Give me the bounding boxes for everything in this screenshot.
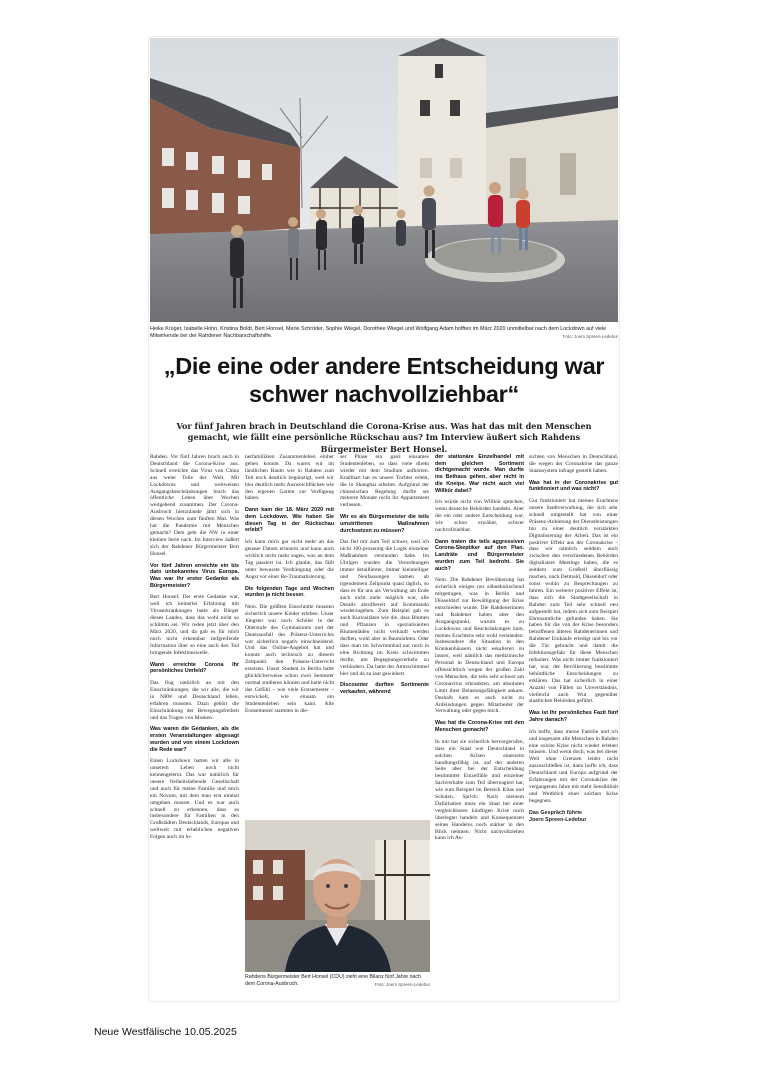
mayor-portrait-photo: [245, 820, 430, 972]
article-subhead: Vor fünf Jahren brach in Deutschland die Corona-Krise aus. Was hat das mit den Menschen gemacht, wie fällt eine persönliche Rückschau aus? Im Interview äußert sich Rahdens Bürgermeister Bert Honsel.: [176, 421, 592, 454]
interview-question: der stationäre Einzelhandel mit dem gleichen Sortiment dichtgemacht wurde. Man durfte ins Bethaus gehen, aber nicht in die Kneipe. War nicht auch viel Willkür dabei?: [435, 454, 524, 494]
paragraph: Ich hoffe, dass meine Familie und ich und insgesamt alle Menschen in Rahden eine solche Krise nicht wieder erleben müssen. Und wenn doch, was bei dieser Welt ohne Grenzen leider nicht auszuschließen ist, dann hoffe ich, dass Deutschland und Europa aufgrund der Erfahrungen mit der Coronakrise der vergangenen Jahre mit mehr Sensibilität und Weitblick einer solchen Krise begegnen.: [529, 728, 618, 804]
photo-credit: Foto: Joern Spreen-Ledebur: [562, 334, 618, 340]
portrait-caption: [245, 974, 430, 988]
paragraph: Nein. Die größten Einschnitte mussten sicherlich unsere Kinder erleben. Unser Jüngster war noch Schüler in der Oberstufe des Gymnasiums und der Dauerausfall des Präsenz-Unterrichts war sicherlich negativ einschneidend. Und das Online-Angebot hat und konnte auch technisch zu diesem Zeitpunkt den Präsenz-Unterricht ersetzen. Unser Student in Berlin hatte glücklicherweise schon zwei Semester normal studieren können und hatte nicht das Gefühl – wie viele Erstsemester – entwickelt, wie einsam ein Studentenleben sein kann. Alle Erstsemester starteten in die-: [245, 604, 334, 714]
paragraph: sichten von Menschen in Deutschland, die wegen der Coronakrise das ganze Staatssystem infrage gestellt haben.: [529, 454, 618, 474]
portrait-credit: Foto: Joern Spreen-Ledebur: [374, 982, 430, 987]
paragraph: Rahden. Vor fünf Jahren brach auch in Deutschland die Corona-Krise aus. Schnell erreichte das Virus von China aus weite Teile der Welt. Mit Lockdowns und weitweisen Ausgangsbeschränkungen brach das öffentliche Leben über Wochen weitgehend zusammen. Der Corona-Ausbruch hierzulande jährt sich in diesen Wochen zum fünften Mal. Was hat die Pandemie mit Menschen gemacht? Dem geht die NW in einer kleinen Serie nach. Im Interview äußert sich der Rahdener Bürgermeister Bert Honsel.: [150, 454, 239, 557]
paragraph: Ich würde nicht von Willkür sprechen, wenn deutsche Behörden handeln. Aber die ein oder andere Entscheidung war, wie schon erwähnt, schwer nachvollziehbar.: [435, 499, 524, 533]
byline: Joern Spreen-Ledebur: [529, 816, 587, 823]
town-square-photo: [150, 38, 618, 322]
interview-question: Vor fünf Jahren erreichte ein bis dato unbekanntes Virus Europa. Was war Ihr erster Gedanke als Bürgermeister?: [150, 562, 239, 589]
portrait-caption-text: Rahdens Bürgermeister Bert Honsel (CDU) zieht eine Bilanz fünf Jahre nach dem Corona-Ausbruch.: [245, 974, 421, 987]
paragraph: Das fing natürlich an mit den Einschränkungen, die wir alle, die wir in NRW und Deutschland leben, erfahren mussten. Dazu gehört die Einschränkung der Bewegungsfreiheit und das Tragen von Masken.: [150, 679, 239, 721]
article-headline: „Die eine oder andere Entscheidung war schwer nachvollziehbar“: [163, 353, 605, 407]
column-2: [245, 454, 334, 816]
paragraph: In mir hat sie sicherlich hervorgerufen, dass ein Staat wie Deutschland in solchen Krisen einerseits handlungsfähig ist, auf der anderen Seite aber bei der Entscheidung bestimmter Einzelfälle und einzelner Sachverhalte zum Teil überreagiert hat, wie zum Beispiel im Bereich Kitas und Schulen. Sprich: Nach meinem Dafürhalten muss ein Staat bei einer vergleichbaren künftigen Krise noch überlegter handeln und Konsequenzen seines Handelns noch stärker in den Blick nehmen. Nicht nachvollziehen kann ich An-: [435, 738, 524, 842]
column-1: [150, 454, 239, 994]
paragraph: ser Phase ein ganz einsames Studentenleben, so dass viele direkt wieder mit dem Studium aufhörten. Knallhart hat es unsere Tochter erlebt, die in Shanghai arbeitet. Aufgrund der chinesischen Regelung durfte sie mehrere Monate nicht ihr Appartement verlassen.: [340, 454, 429, 509]
paragraph: Das fiel mir zum Teil schwer, weil ich nicht 100-prozentig die Logik einzelner Maßnahmen verstanden habe. Im Übrigen wurden die Verordnungen immer detaillierter, immer kleinteiliger und Neufassungen kamen ab irgendeinem Zeitpunkt quasi täglich, so dass es für uns als Verwaltung am Ende auch nicht mehr möglich war, alle Details abrufbereit auf Kommando wiederzugeben. Zum Beispiel gab es auch Kuriositäten wie die, dass Blumen und Pflanzen in spezialisierten Blumenläden nicht verkauft werden durften, wohl aber in Baumärkten. Oder dass man im Schwimmbad nur noch in eine Richtung im Kreis schwimmen durfte, um Begegnungsverkehr zu verhindern. Da hatte der Amtsschimmel hier und da zu laut gewiehert.: [340, 539, 429, 677]
paragraph: Nein. Die Rahdener Bevölkerung hat sicherlich einiges nur zähneknirschend mitgetragen, was in Berlin und Düsseldorf zur Bewältigung der Krise entschieden wurde. Die Rahdenerinnen und Rahdener haben aber den Ausgangspunkt, warum es zu Lockdowns und Beschränkungen kam, meines Erachtens sehr wohl verstanden. Insbesondere die Situation in den Krankenhäusern nicht eskalieren zu lassen, weil nämlich das medizinische Personal in Deutschland und Europa offensichtlich wegen der großen Zahl von Menschen, die teils sehr schwer am Coronavirus erkrankten, am absoluten Limit ihrer Belastungsfähigkeit ankam. Deshalb kam es auch nicht zu Anfeindungen gegen Mitarbeiter der Verwaltung oder gegen mich.: [435, 577, 524, 715]
interview-question: Was waren die Gedanken, als die ersten Veranstaltungen abgesagt wurden und von einem Lockdown die Rede war?: [150, 726, 239, 753]
photo-caption: [150, 326, 618, 340]
interview-question: Discounter durften Sortimente verkaufen, während: [340, 682, 429, 696]
interview-question: Was hat in der Coronakrise gut funktioniert und was nicht?: [529, 479, 618, 493]
interview-question: Was hat die Corona-Krise mit den Menschen gemacht?: [435, 720, 524, 734]
interview-question: Die folgenden Tage und Wochen wurden ja nicht besser.: [245, 585, 334, 599]
column-4: [435, 454, 524, 994]
paragraph: Einen Lockdown hatten wir alle in unserem Leben noch nicht kennengelernt. Das war natürlich für unsere freiheitsliebende Gesellschaft und auch für meine Familie und mich ein Novum, mit dem man erst einmal umgehen musste. Und es war auch schnell zu erkennen, dass es insbesondere für Familien in den Großstädten Deutschlands, Europas und weltweit mit erheblichen negativen Folgen auch im in-: [150, 758, 239, 841]
source-footer: Neue Westfälische 10.05.2025: [94, 1026, 237, 1038]
column-3: [340, 454, 429, 816]
byline: Das Gespräch führte: [529, 809, 583, 816]
paragraph: Ich kann mich gar nicht mehr an das genaue Datum erinnern und kann auch wirklich nicht mehr sagen, was an dem Tag passiert ist. Ich glaube, das fällt unter bewusste Verdrängung oder die Angst vor einer Re-Traumatisierung.: [245, 539, 334, 580]
interview-question: Wir es als Bürgermeister die teils umstrittenen Maßnahmen durchsetzen zu müssen?: [340, 514, 429, 534]
interview-question: Dann traten die teils aggressiven Corona-Skeptiker auf den Plan. Landräte und Bürgermeister wurden zum Teil bedroht. Sie auch?: [435, 538, 524, 572]
paragraph: Gut funktioniert hat meines Erachtens unsere Stadtverwaltung, die sich sehr schnell umgestellt hat von einer Präsenz-Anbietung der Dienstleistungen hin zu einer deutlich verstärkten Digitalisierung der Arbeit. Das ist ein positiver Effekt aus der Coronakrise – dass wir nämlich seitdem auch zwischen den verschiedenen Behörden digitalisiere Meetings haben, die es seitdem zum Großteil überflüssig machen, nach Detmold, Düsseldorf oder sonst wohin zu Besprechungen zu fahren. Ein weiterer positiver Effekt ist, dass sich die Stadtgesellschaft in Rahden zum Teil sehr schnell neu aufgestellt hat, indem sich zum Beispiel Ehrenamtliche gefunden haben. Sie haben für die von der Krise besonders betroffenen älteren Rahdenerinnen und Rahdener Einkäufe erledigt und bis vor die Tür gebracht und damit die Infektionsgefahr für diese Menschen reduziert. Was nicht immer funktioniert hat, war, der Bevölkerung bestimmte behördliche Entscheidungen zu erklären. Das hat sicherlich in einer Anzahl von Fällen zu Unverständnis, vielleicht auch Wut gegenüber staatlichen Behörden geführt.: [529, 498, 618, 705]
photo-caption-text: Heike Krüger, Isabelle Hohn, Kristina Boldt, Bert Honsel, Merle Schröder, Sophie Wiegel, Dorothee Wiegel und Wolfgang Adam hofften im März 2020 unmittelbar nach dem Lockdown auf viele Mitwirkende bei der Rahdener Nachbarschaftshilfe.: [150, 326, 607, 340]
interview-question: Dann kam der 18. März 2020 mit dem Lockdown. Wie haben Sie diesen Tag in der Rückschau erlebt?: [245, 507, 334, 534]
interview-question: Wann erreichte Corona Ihr persönliches Umfeld?: [150, 661, 239, 675]
interview-question: Was ist Ihr persönliches Fazit fünf Jahre danach?: [529, 710, 618, 724]
column-5: [529, 454, 618, 994]
paragraph: nerfamiliären Zusammenleben einher gehen konnte. Da waren wir im ländlichen Raum wie in Rahden zum Teil noch deutlich begünstigt, weil wir hier deutlich mehr Ausweichflächen wie den eigenen Garten zur Verfügung haben.: [245, 454, 334, 502]
paragraph: Bert Honsel: Der erste Gedanke war, weil ich keinerlei Erfahrung mit Viruserkrankungen hatte als Bürger dieses Landes, dass das wohl nicht so schlimm sei. Wir reden jetzt über den März 2020, und da gab es für mich noch nicht erkennbar tiefgreifende Information über so eine auch den Tod bringende Infektionswelle.: [150, 594, 239, 656]
